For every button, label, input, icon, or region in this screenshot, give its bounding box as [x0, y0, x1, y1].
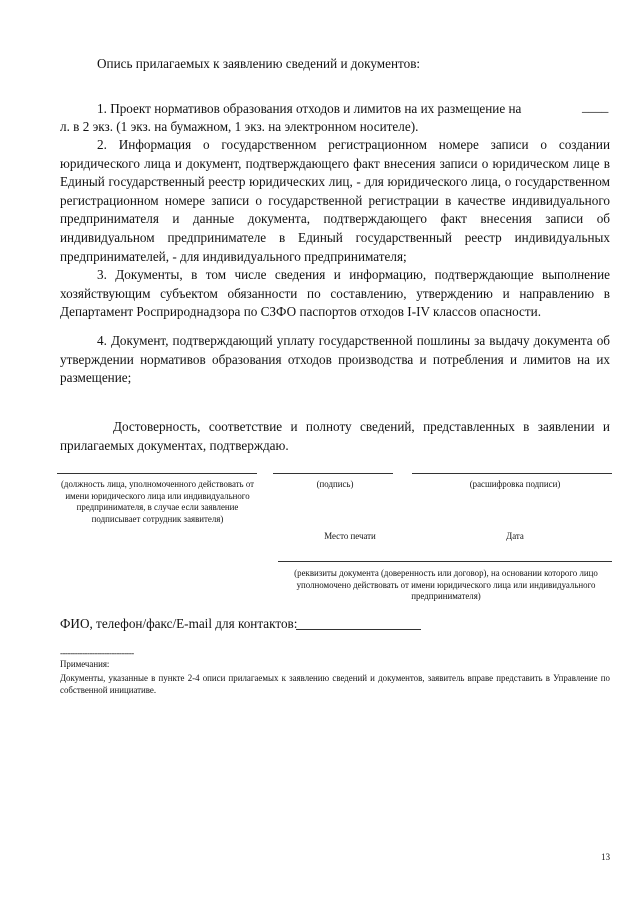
- item-1-line-1: 1. Проект нормативов образования отходов и лимитов на их размещение на: [97, 101, 522, 116]
- certification-paragraph: Достоверность, соответствие и полноту сведений, представленных в заявлении и прилагаемых документах, подтверждаю.: [60, 419, 610, 453]
- notes-text: Документы, указанные в пункте 2-4 описи прилагаемых к заявлению сведений и документов, заявитель вправе представить в Управление по собственной инициативе.: [60, 673, 610, 695]
- position-caption: (должность лица, уполномоченного действовать от имени юридического лица или индивидуального предпринимателя, в случае если заявление подписывает сотрудник заявителя): [60, 479, 255, 524]
- page-number: 13: [601, 852, 610, 862]
- stamp-place-label: Место печати: [324, 531, 376, 541]
- position-signature-line: [57, 473, 257, 474]
- item-4-paragraph: 4. Документ, подтверждающий уплату государственной пошлины за выдачу документа об утверждении нормативов образования отходов производства и потребления и лимитов на их размещение;: [60, 333, 610, 386]
- transcript-signature-line: [412, 473, 612, 474]
- list-heading: Опись прилагаемых к заявлению сведений и документов:: [97, 56, 421, 71]
- item-3-paragraph: 3. Документы, в том числе сведения и информацию, подтверждающие выполнение хозяйствующим субъектом обязанности по составлению, утверждению и направлению в Департамент Росприроднадзора по СЗФО паспортов отходов I-IV классов опасности.: [60, 267, 610, 320]
- signature-caption: (подпись): [316, 479, 354, 489]
- signature-line: [273, 473, 393, 474]
- date-label: Дата: [506, 531, 524, 541]
- contacts-line: [296, 629, 421, 630]
- notes-title: Примечания:: [60, 659, 110, 669]
- contacts-label: ФИО, телефон/факс/E-mail для контактов:: [60, 616, 298, 631]
- document-details-caption: (реквизиты документа (доверенность или договор), на основании которого лицо уполномочено действовать от имени юридического лица или индивидуального предпринимателя): [294, 568, 598, 601]
- document-details-line: [278, 561, 612, 562]
- item-1-line-2: л. в 2 экз. (1 экз. на бумажном, 1 экз. на электронном носителе).: [60, 119, 419, 134]
- transcript-caption: (расшифровка подписи): [469, 479, 561, 489]
- item-1-page-blank: ____: [582, 99, 609, 114]
- item-2-paragraph: 2. Информация о государственном регистрационном номере записи о создании юридического лица и документ, подтверждающего факт внесения записи о юридическом лице в Единый государственный реестр юридических лиц, - для юридического лица, о государственном регистрационном номере записи о государственной регистрации в качестве индивидуального предпринимателя и данные документа, подтверждающего факт внесения записи об индивидуальном предпринимателе в Единый государственный реестр индивидуальных предпринимателей, - для индивидуального предпринимателя;: [60, 137, 610, 264]
- notes-separator: ------------------------------: [60, 648, 134, 658]
